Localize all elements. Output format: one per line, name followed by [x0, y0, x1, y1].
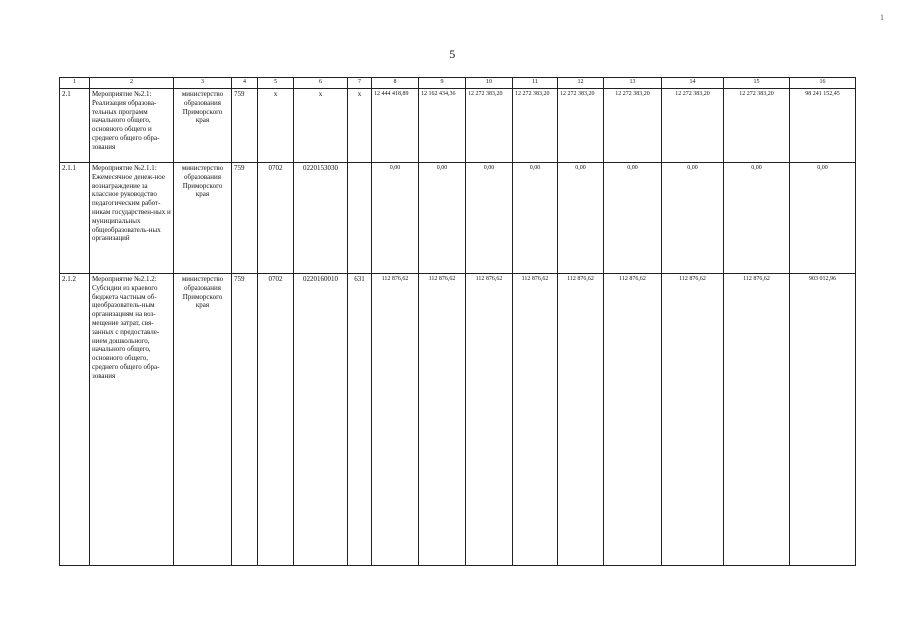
row-code: 2.1.1 — [60, 163, 90, 274]
row-value: 0,00 — [558, 163, 604, 274]
row-rzpr: 0702 — [258, 274, 294, 566]
row-value: 12 272 383,20 — [466, 89, 513, 163]
header-cell: 11 — [513, 78, 558, 89]
row-value: 12 444 418,89 — [372, 89, 419, 163]
row-organization: министерство образования Приморского края — [174, 163, 232, 274]
table-row — [60, 274, 856, 566]
row-value: 12 272 383,20 — [724, 89, 790, 163]
corner-mark: 1 — [880, 13, 884, 22]
row-vr — [348, 163, 372, 274]
header-cell: 14 — [662, 78, 724, 89]
row-total-value: 903 012,96 — [790, 274, 856, 566]
header-cell: 6 — [294, 78, 348, 89]
budget-table — [59, 77, 856, 566]
header-cell: 7 — [348, 78, 372, 89]
row-value: 0,00 — [372, 163, 419, 274]
header-cell: 16 — [790, 78, 856, 89]
row-value: 0,00 — [604, 163, 662, 274]
row-grbs: 759 — [232, 163, 258, 274]
table-row — [60, 89, 856, 163]
page-number: 5 — [449, 47, 456, 61]
row-code: 2.1.2 — [60, 274, 90, 566]
row-rzpr: 0702 — [258, 163, 294, 274]
header-cell: 2 — [90, 78, 174, 89]
row-vr: х — [348, 89, 372, 163]
row-csr: 0220160010 — [294, 274, 348, 566]
row-value: 112 876,62 — [558, 274, 604, 566]
row-rzpr: х — [258, 89, 294, 163]
row-csr: х — [294, 89, 348, 163]
header-cell: 1 — [60, 78, 90, 89]
row-code: 2.1 — [60, 89, 90, 163]
row-value: 12 272 383,20 — [604, 89, 662, 163]
row-event-name: Мероприятие №2.1: Реализация образова-тельных программ начального общего, основного общего и среднего общего обра-зования — [90, 89, 174, 163]
row-csr: 0220153030 — [294, 163, 348, 274]
table-row — [60, 163, 856, 274]
header-cell: 8 — [372, 78, 419, 89]
row-value: 12 272 383,20 — [558, 89, 604, 163]
header-cell: 3 — [174, 78, 232, 89]
row-grbs: 759 — [232, 89, 258, 163]
row-event-name: Мероприятие №2.1.2: Субсидии из краевого бюджета частным об-щеобразователь-ным организациям на воз-мещение затрат, свя-занных с предоставле-нием дошкольного, начального общего, основного общего, среднего общего обра-зования — [90, 274, 174, 566]
row-organization: министерство образования Приморского края — [174, 274, 232, 566]
row-value: 112 876,62 — [724, 274, 790, 566]
row-value: 112 876,62 — [466, 274, 513, 566]
row-total-value: 0,00 — [790, 163, 856, 274]
row-value: 0,00 — [466, 163, 513, 274]
row-value: 12 272 383,20 — [513, 89, 558, 163]
header-row — [60, 78, 856, 89]
row-value: 0,00 — [662, 163, 724, 274]
row-value: 112 876,62 — [604, 274, 662, 566]
row-value: 12 162 434,36 — [419, 89, 466, 163]
header-cell: 5 — [258, 78, 294, 89]
row-value: 112 876,62 — [513, 274, 558, 566]
header-cell: 15 — [724, 78, 790, 89]
row-grbs: 759 — [232, 274, 258, 566]
header-cell: 4 — [232, 78, 258, 89]
header-cell: 13 — [604, 78, 662, 89]
row-value: 112 876,62 — [419, 274, 466, 566]
row-value: 0,00 — [513, 163, 558, 274]
row-value: 0,00 — [724, 163, 790, 274]
row-event-name: Мероприятие №2.1.1: Ежемесячное денеж-ное вознаграждение за классное руководство педагогическим работ-никам государствен-ных и муниципальных общеобразователь-ных организаций — [90, 163, 174, 274]
header-cell: 9 — [419, 78, 466, 89]
row-total-value: 98 241 152,45 — [790, 89, 856, 163]
row-vr: 631 — [348, 274, 372, 566]
header-cell: 12 — [558, 78, 604, 89]
header-cell: 10 — [466, 78, 513, 89]
row-organization: министерство образования Приморского края — [174, 89, 232, 163]
row-value: 12 272 383,20 — [662, 89, 724, 163]
row-value: 112 876,62 — [662, 274, 724, 566]
row-value: 112 876,62 — [372, 274, 419, 566]
row-value: 0,00 — [419, 163, 466, 274]
